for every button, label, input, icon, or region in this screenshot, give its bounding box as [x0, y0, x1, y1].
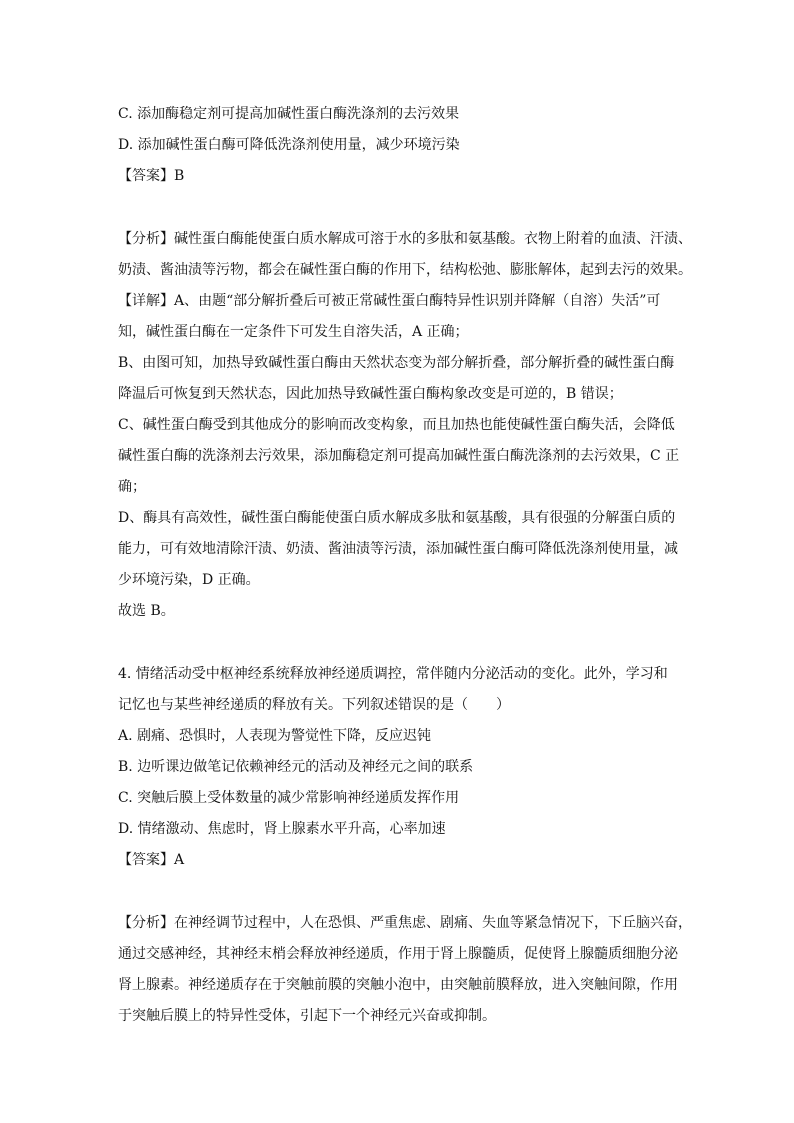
question-4-line-2: 记忆也与某些神经递质的释放有关。下列叙述错误的是（ ）	[118, 697, 510, 713]
detail-line-4: 降温后可恢复到天然状态，因此加热导致碱性蛋白酶构象改变是可逆的，B 错误；	[118, 386, 623, 402]
analysis-2-line-2: 通过交感神经，其神经末梢会释放神经递质，作用于肾上腺髓质，促使肾上腺髓质细胞分泌	[118, 946, 678, 962]
detail-line-2: 知，碱性蛋白酶在一定条件下可发生自溶失活，A 正确；	[118, 324, 469, 340]
analysis-2-line-3: 肾上腺素。神经递质存在于突触前膜的突触小泡中，由突触前膜释放，进入突触间隙，作用	[118, 977, 678, 993]
detail-line-8: D、酶具有高效性，碱性蛋白酶能使蛋白质水解成多肽和氨基酸，具有很强的分解蛋白质的	[118, 510, 676, 526]
detail-line-1: 【详解】A、由题“部分解折叠后可被正常碱性蛋白酶特异性识别并降解（自溶）失活”可	[118, 293, 661, 309]
detail-line-7: 确；	[118, 479, 146, 495]
detail-line-6: 碱性蛋白酶的洗涤剂去污效果，添加酶稳定剂可提高加碱性蛋白酶洗涤剂的去污效果，C 正	[118, 448, 680, 464]
analysis-2-line-4: 于突触后膜上的特异性受体，引起下一个神经元兴奋或抑制。	[118, 1008, 496, 1024]
detail-line-5: C、碱性蛋白酶受到其他成分的影响而改变构象，而且加热也能使碱性蛋白酶失活，会降低	[118, 417, 675, 433]
analysis-line-2: 奶渍、酱油渍等污物，都会在碱性蛋白酶的作用下，结构松弛、膨胀解体，起到去污的效果。	[118, 262, 692, 278]
option-b-line: B. 边听课边做笔记依赖神经元的活动及神经元之间的联系	[118, 759, 474, 775]
analysis-2-line-1: 【分析】在神经调节过程中，人在恐惧、严重焦虑、剧痛、失血等紧急情况下，下丘脑兴奋，	[118, 915, 692, 931]
option-a-line: A. 剧痛、恐惧时，人表现为警觉性下降，反应迟钝	[118, 728, 432, 744]
option-d-line: D. 添加碱性蛋白酶可降低洗涤剂使用量，减少环境污染	[118, 137, 460, 153]
detail-line-3: B、由图可知，加热导致碱性蛋白酶由天然状态变为部分解折叠，部分解折叠的碱性蛋白酶	[118, 355, 675, 371]
question-4-line-1: 4. 情绪活动受中枢神经系统释放神经递质调控，常伴随内分泌活动的变化。此外，学习和	[118, 666, 668, 682]
detail-line-9: 能力，可有效地清除汗渍、奶渍、酱油渍等污渍，添加碱性蛋白酶可降低洗涤剂使用量，减	[118, 541, 678, 557]
analysis-line-1: 【分析】碱性蛋白酶能使蛋白质水解成可溶于水的多肽和氨基酸。衣物上附着的血渍、汗渍、	[118, 231, 692, 247]
answer-2-line: 【答案】A	[118, 852, 185, 868]
option-c-line: C. 添加酶稳定剂可提高加碱性蛋白酶洗涤剂的去污效果	[118, 106, 460, 122]
option-d2-line: D. 情绪激动、焦虑时，肾上腺素水平升高，心率加速	[118, 821, 446, 837]
answer-line: 【答案】B	[118, 168, 185, 184]
option-c2-line: C. 突触后膜上受体数量的减少常影响神经递质发挥作用	[118, 790, 460, 806]
choose-line: 故选 B。	[118, 603, 175, 619]
detail-line-10: 少环境污染，D 正确。	[118, 572, 260, 588]
